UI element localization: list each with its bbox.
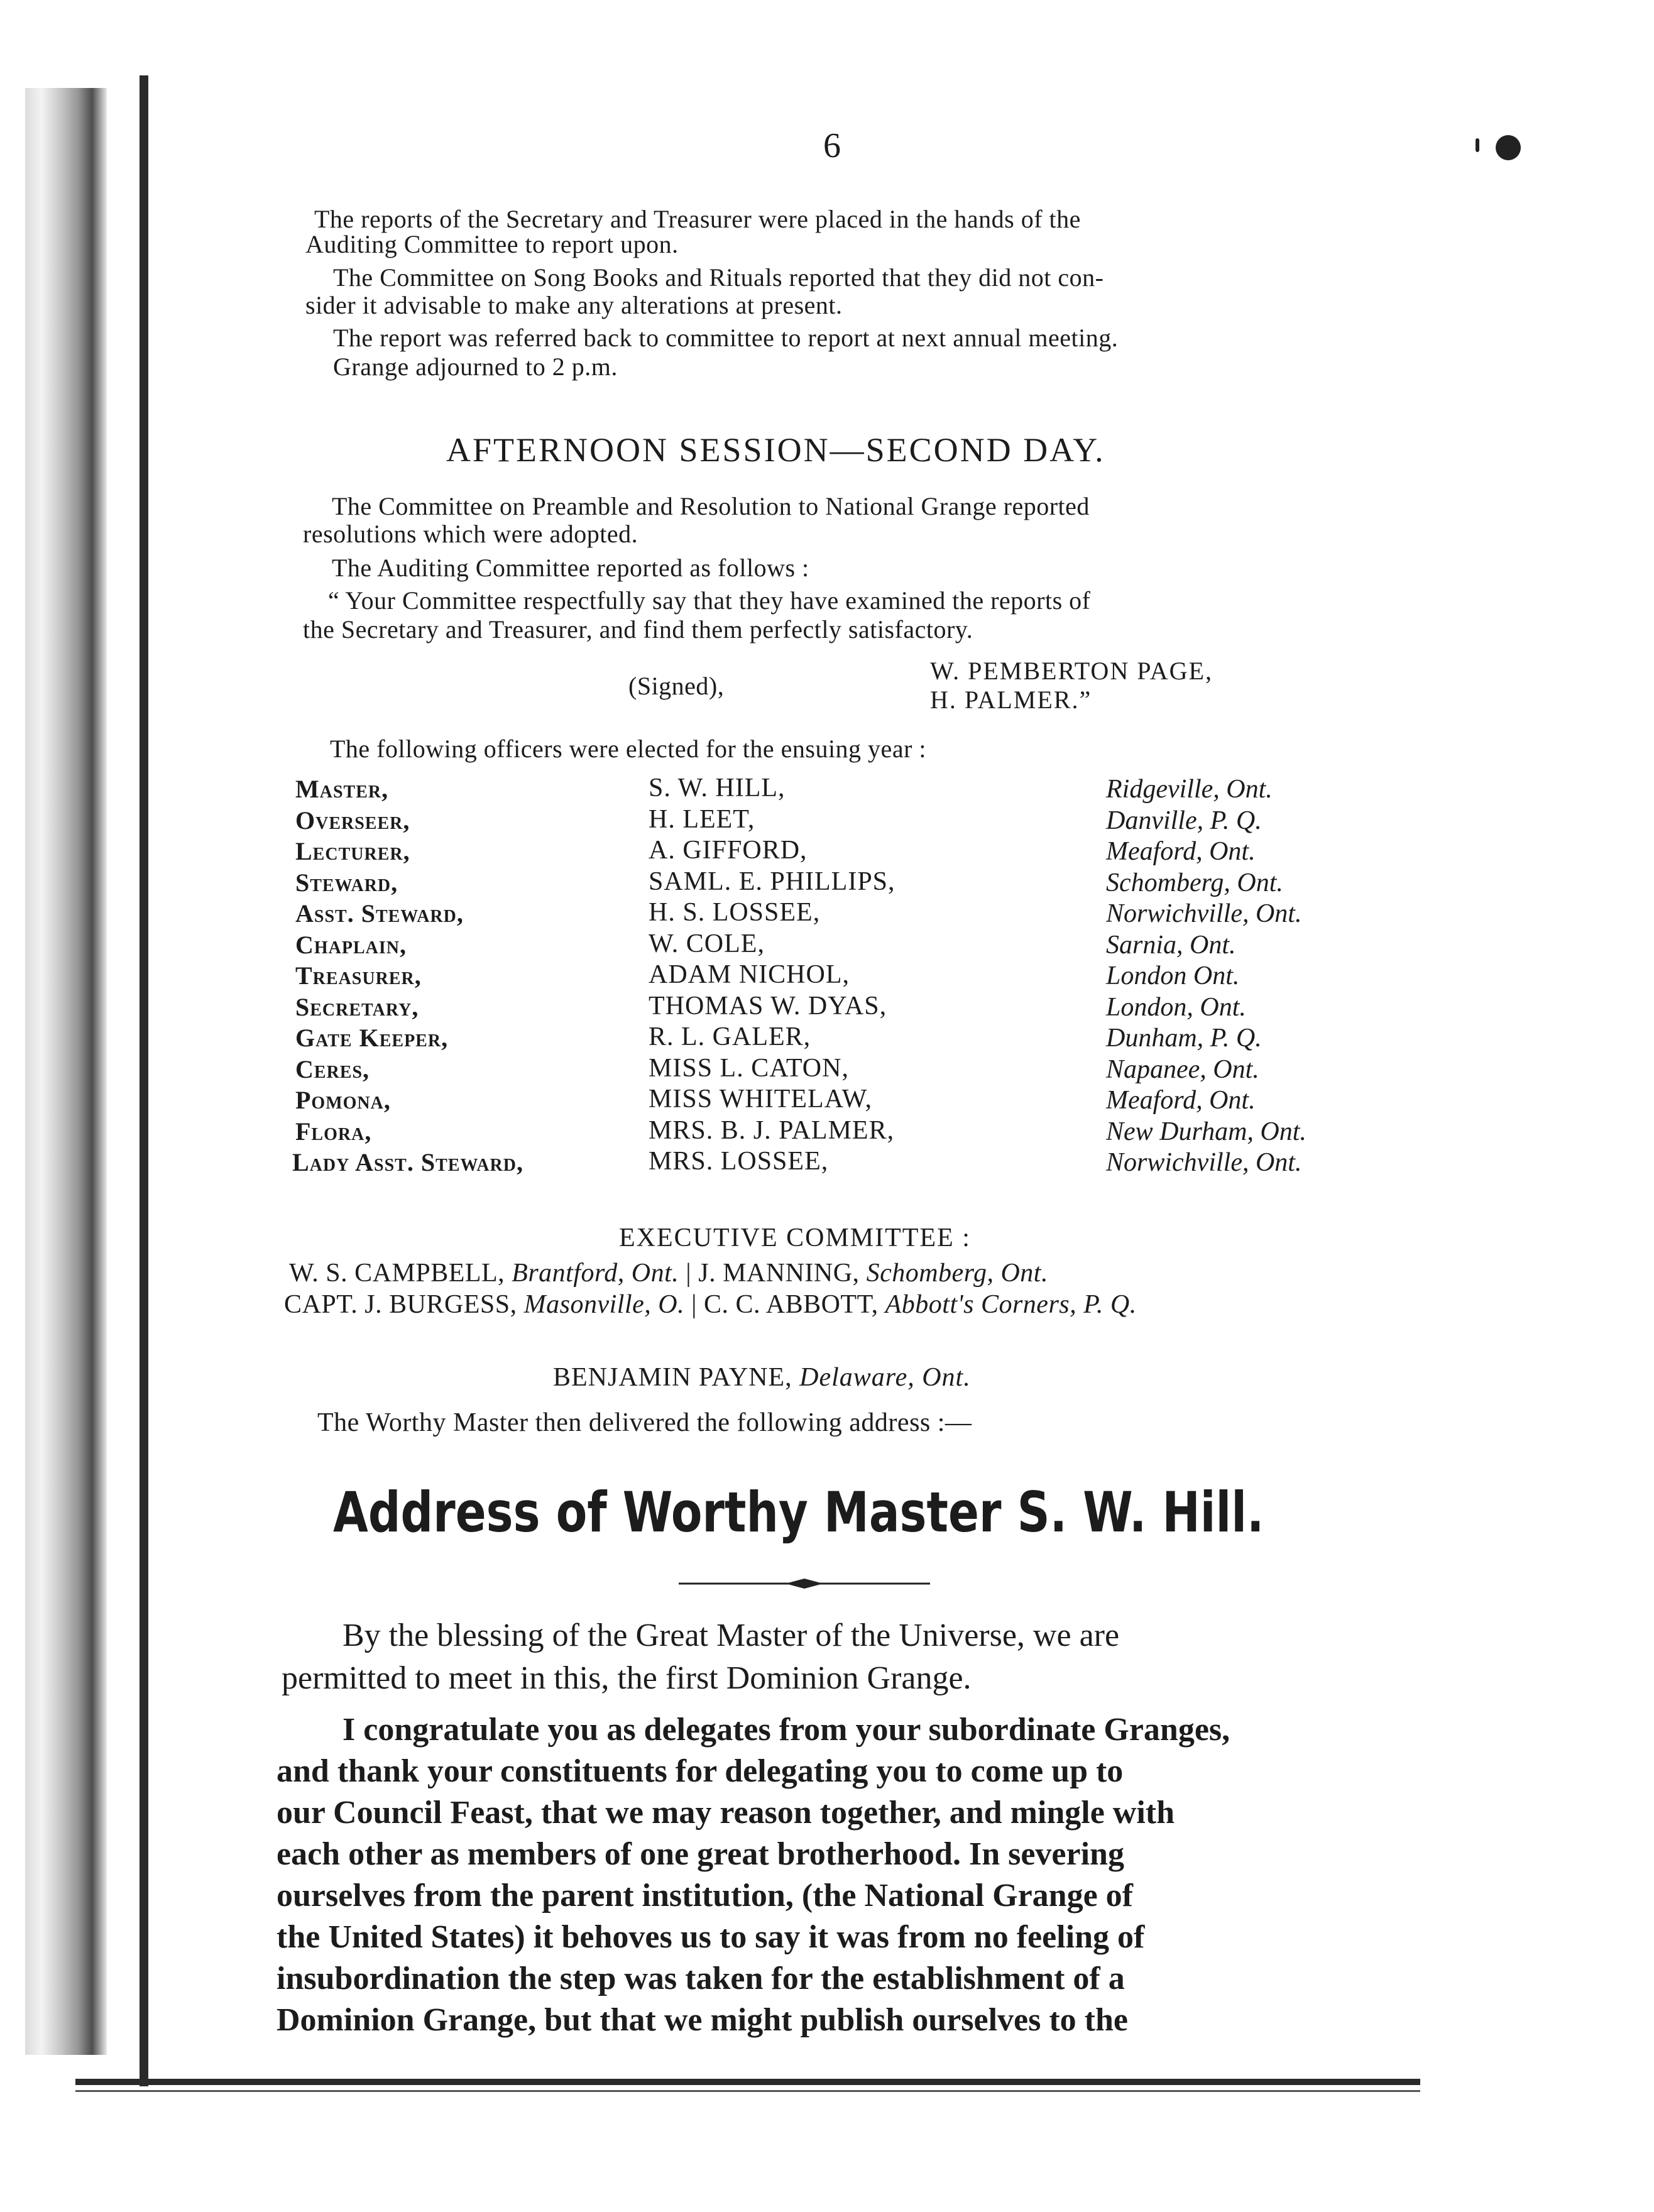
officer-name: MRS. LOSSEE, bbox=[649, 1147, 829, 1176]
officer-name: A. GIFFORD, bbox=[649, 836, 808, 865]
executive-place: Schomberg, Ont. bbox=[866, 1259, 1048, 1288]
column-separator: | bbox=[691, 1290, 704, 1319]
officer-name: THOMAS W. DYAS, bbox=[649, 992, 887, 1021]
intro-line: sider it advisable to make any alterations at present. bbox=[305, 291, 843, 319]
afternoon-line: The Committee on Preamble and Resolution to National Grange reported bbox=[332, 492, 1090, 520]
bottom-border-rule-thin bbox=[75, 2090, 1420, 2092]
executive-place: Abbott's Corners, P. Q. bbox=[885, 1290, 1137, 1319]
executive-name: BENJAMIN PAYNE, bbox=[553, 1363, 792, 1392]
officer-location: Meaford, Ont. bbox=[1106, 837, 1256, 866]
officer-name: MISS WHITELAW, bbox=[649, 1085, 872, 1114]
officer-title: Lady Asst. Steward, bbox=[292, 1148, 523, 1176]
address-line: I congratulate you as delegates from your subordinate Granges, bbox=[342, 1712, 1230, 1748]
officer-title: Steward, bbox=[295, 868, 398, 897]
executive-row bbox=[284, 1289, 1137, 1320]
executive-name: C. C. ABBOTT, bbox=[704, 1290, 879, 1319]
officer-title: Flora, bbox=[295, 1117, 372, 1146]
address-line: insubordination the step was taken for the establishment of a bbox=[277, 1961, 1125, 1996]
officer-name: MRS. B. J. PALMER, bbox=[649, 1116, 895, 1145]
intro-line: Auditing Committee to report upon. bbox=[305, 230, 679, 258]
officer-title: Asst. Steward, bbox=[295, 899, 464, 928]
address-line: ourselves from the parent institution, (the National Grange of bbox=[277, 1878, 1133, 1914]
officer-title: Ceres, bbox=[295, 1055, 370, 1083]
intro-line: The report was referred back to committee to report at next annual meeting. bbox=[333, 324, 1119, 352]
executive-name: W. S. CAMPBELL, bbox=[289, 1259, 505, 1288]
executive-name: J. MANNING, bbox=[698, 1259, 860, 1288]
officer-name: R. L. GALER, bbox=[649, 1022, 811, 1051]
address-line: each other as members of one great brotherhood. In severing bbox=[277, 1836, 1124, 1872]
officer-name: ADAM NICHOL, bbox=[649, 960, 850, 989]
signatory: H. PALMER.” bbox=[930, 686, 1092, 714]
officer-title: Chaplain, bbox=[295, 931, 407, 959]
officer-location: London Ont. bbox=[1106, 961, 1240, 990]
address-line: permitted to meet in this, the first Dominion Grange. bbox=[282, 1660, 972, 1696]
officer-location: Danville, P. Q. bbox=[1106, 806, 1262, 835]
afternoon-line: “ Your Committee respectfully say that they have examined the reports of bbox=[328, 586, 1091, 615]
bottom-border-rule bbox=[75, 2079, 1420, 2085]
intro-line: The reports of the Secretary and Treasurer were placed in the hands of the bbox=[314, 205, 1081, 233]
address-line: By the blessing of the Great Master of the Universe, we are bbox=[342, 1618, 1120, 1653]
executive-committee-heading: EXECUTIVE COMMITTEE : bbox=[619, 1224, 971, 1252]
officer-title: Overseer, bbox=[295, 806, 410, 835]
officer-name: S. W. HILL, bbox=[649, 774, 786, 802]
officer-title: Gate Keeper, bbox=[295, 1024, 449, 1052]
officer-title: Lecturer, bbox=[295, 837, 410, 865]
officer-location: Norwichville, Ont. bbox=[1106, 899, 1302, 928]
officer-location: New Durham, Ont. bbox=[1106, 1117, 1306, 1146]
officer-location: Dunham, P. Q. bbox=[1106, 1024, 1262, 1053]
executive-name: CAPT. J. BURGESS, bbox=[284, 1290, 517, 1319]
ornament-divider bbox=[679, 1576, 930, 1591]
ink-spot bbox=[1496, 135, 1521, 160]
afternoon-line: resolutions which were adopted. bbox=[303, 520, 638, 548]
signatory: W. PEMBERTON PAGE, bbox=[930, 657, 1213, 685]
officer-title: Master, bbox=[295, 775, 389, 803]
executive-place: Brantford, Ont. bbox=[512, 1259, 679, 1288]
officer-location: Meaford, Ont. bbox=[1106, 1086, 1256, 1115]
address-title: Address of Worthy Master S. W. Hill. bbox=[333, 1480, 1264, 1545]
executive-row bbox=[289, 1258, 1048, 1288]
officer-location: Schomberg, Ont. bbox=[1106, 868, 1283, 897]
address-line: the United States) it behoves us to say it was from no feeling of bbox=[277, 1919, 1145, 1955]
signed-label: (Signed), bbox=[628, 672, 725, 700]
officers-intro: The following officers were elected for the ensuing year : bbox=[330, 735, 926, 763]
officer-title: Pomona, bbox=[295, 1086, 391, 1114]
officer-name: MISS L. CATON, bbox=[649, 1054, 849, 1083]
intro-line: The Committee on Song Books and Rituals reported that they did not con- bbox=[333, 263, 1104, 292]
address-line: our Council Feast, that we may reason together, and mingle with bbox=[277, 1795, 1175, 1831]
officer-name: H. S. LOSSEE, bbox=[649, 898, 821, 927]
officer-location: Napanee, Ont. bbox=[1106, 1055, 1259, 1084]
officer-title: Secretary, bbox=[295, 993, 419, 1021]
ink-mark bbox=[1476, 138, 1479, 152]
intro-line: Grange adjourned to 2 p.m. bbox=[333, 353, 618, 381]
executive-last-member bbox=[553, 1362, 971, 1393]
executive-place: Masonville, O. bbox=[523, 1290, 685, 1319]
afternoon-session-heading: AFTERNOON SESSION—SECOND DAY. bbox=[446, 431, 1105, 469]
officer-title: Treasurer, bbox=[295, 961, 422, 990]
officer-location: Norwichville, Ont. bbox=[1106, 1148, 1302, 1177]
binding-edge-rule bbox=[140, 75, 148, 2086]
page-number: 6 bbox=[823, 126, 841, 165]
officer-name: W. COLE, bbox=[649, 929, 765, 958]
officer-name: SAML. E. PHILLIPS, bbox=[649, 867, 895, 896]
address-line: Dominion Grange, but that we might publish ourselves to the bbox=[277, 2002, 1128, 2038]
afternoon-line: the Secretary and Treasurer, and find them perfectly satisfactory. bbox=[303, 615, 973, 643]
officer-location: Ridgeville, Ont. bbox=[1106, 775, 1273, 804]
column-separator: | bbox=[686, 1259, 699, 1288]
executive-place: Delaware, Ont. bbox=[799, 1363, 971, 1392]
worthy-master-line: The Worthy Master then delivered the following address :— bbox=[317, 1408, 972, 1437]
officer-name: H. LEET, bbox=[649, 805, 755, 834]
officer-location: Sarnia, Ont. bbox=[1106, 931, 1236, 960]
binding-strip bbox=[25, 88, 107, 2055]
address-line: and thank your constituents for delegating you to come up to bbox=[277, 1753, 1124, 1789]
officer-location: London, Ont. bbox=[1106, 993, 1246, 1022]
afternoon-line: The Auditing Committee reported as follows : bbox=[332, 554, 809, 582]
